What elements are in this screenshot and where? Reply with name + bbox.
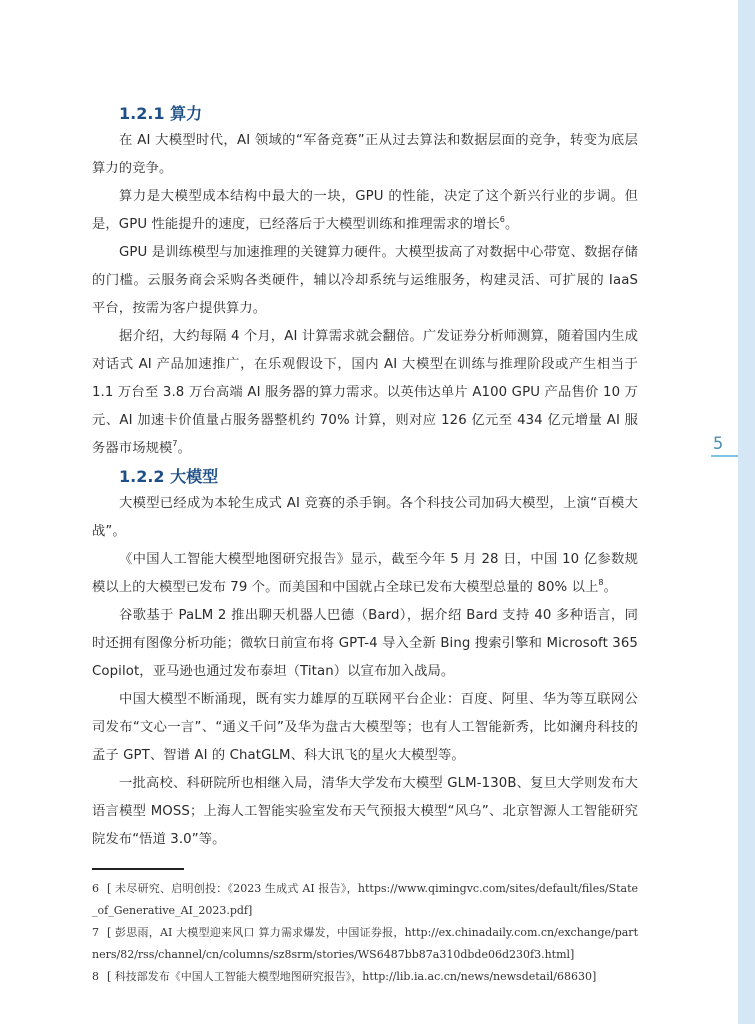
paragraph-text: 大模型已经成为本轮生成式 AI 竞赛的杀手锏。各个科技公司加码大模型，上演“百模大战”。 <box>92 496 638 539</box>
footnote-number: 7 <box>92 926 99 939</box>
footnote <box>92 966 638 988</box>
footnote-text: [ 科技部发布《中国人工智能大模型地图研究报告》，http://lib.ia.ac.cn/news/newsdetail/68630] <box>107 970 597 983</box>
footnote-number: 8 <box>92 970 99 983</box>
paragraph <box>92 770 638 854</box>
footnote-divider <box>92 868 184 870</box>
paragraph <box>92 323 638 463</box>
paragraph-text: 在 AI 大模型时代，AI 领域的“军备竞赛”正从过去算法和数据层面的竞争，转变为底层算力的竞争。 <box>92 133 638 176</box>
paragraph <box>92 546 638 602</box>
page-content <box>92 100 638 988</box>
paragraph <box>92 686 638 770</box>
side-margin-strip <box>738 0 755 1024</box>
section-heading-large-models: 1.2.2 大模型 <box>119 467 219 486</box>
paragraph-text: 《中国人工智能大模型地图研究报告》显示，截至今年 5 月 28 日，中国 10 亿参数规模以上的大模型已发布 79 个。而美国和中国就占全球已发布大模型总量的 80% 以上 <box>92 552 638 595</box>
paragraph <box>92 183 638 239</box>
paragraph-text: 谷歌基于 PaLM 2 推出聊天机器人巴德（Bard），据介绍 Bard 支持 40 多种语言，同时还拥有图像分析功能；微软日前宣布将 GPT-4 导入全新 Bing 搜索引擎和 Microsoft 365 Copilot，亚马逊也通过发布泰坦（Titan）以宣布加入战局。 <box>92 608 638 679</box>
paragraph <box>92 239 638 323</box>
footnote-text: [ 未尽研究、启明创投：《2023 生成式 AI 报告》，https://www.qimingvc.com/sites/default/files/State_of_Generative_AI_2023.pdf] <box>92 882 638 917</box>
footnote <box>92 878 638 922</box>
paragraph <box>92 127 638 183</box>
paragraph <box>92 490 638 546</box>
paragraph-text: 中国大模型不断涌现，既有实力雄厚的互联网平台企业：百度、阿里、华为等互联网公司发布“文心一言”、“通义千问”及华为盘古大模型等；也有人工智能新秀，比如澜舟科技的孟子 GPT、智谱 AI 的 ChatGLM、科大讯飞的星火大模型等。 <box>92 692 638 763</box>
footnote-ref[interactable]: 8 <box>598 578 604 587</box>
page-number: 5 <box>713 434 724 454</box>
paragraph-text: GPU 是训练模型与加速推理的关键算力硬件。大模型拔高了对数据中心带宽、数据存储的门槛。云服务商会采购各类硬件，辅以冷却系统与运维服务，构建灵活、可扩展的 IaaS 平台，按需为客户提供算力。 <box>92 245 638 316</box>
page-number-underline <box>711 455 738 457</box>
footnote <box>92 922 638 966</box>
paragraph <box>92 602 638 686</box>
paragraph-text: 算力是大模型成本结构中最大的一块，GPU 的性能，决定了这个新兴行业的步调。但是，GPU 性能提升的速度，已经落后于大模型训练和推理需求的增长 <box>92 189 638 232</box>
footnote-text: [ 彭思雨，AI 大模型迎来风口 算力需求爆发，中国证券报，http://ex.chinadaily.com.cn/exchange/partners/82/rss/channel/cn/columns/sz8srm/stories/WS6487bb87a310dbde06d230f3.html] <box>92 926 638 961</box>
footnote-number: 6 <box>92 882 99 895</box>
paragraph-end: 。 <box>603 580 617 595</box>
paragraph-end: 。 <box>177 441 191 456</box>
paragraph-text: 一批高校、科研院所也相继入局，清华大学发布大模型 GLM-130B、复旦大学则发布大语言模型 MOSS；上海人工智能实验室发布天气预报大模型“风乌”、北京智源人工智能研究院发布“悟道 3.0”等。 <box>92 776 638 847</box>
footnote-ref[interactable]: 7 <box>172 439 178 448</box>
section-heading-compute: 1.2.1 算力 <box>119 104 203 123</box>
footnote-ref[interactable]: 6 <box>499 215 505 224</box>
paragraph-text: 据介绍，大约每隔 4 个月，AI 计算需求就会翻倍。广发证券分析师测算，随着国内生成对话式 AI 产品加速推广，在乐观假设下，国内 AI 大模型在训练与推理阶段或产生相当于 1.1 万台至 3.8 万台高端 AI 服务器的算力需求。以英伟达单片 A100 GPU 产品售价 10 万元、AI 加速卡价值量占服务器整机约 70% 计算，则对应 126 亿元至 434 亿元增量 AI 服务器市场规模 <box>92 329 638 456</box>
paragraph-end: 。 <box>505 217 519 232</box>
